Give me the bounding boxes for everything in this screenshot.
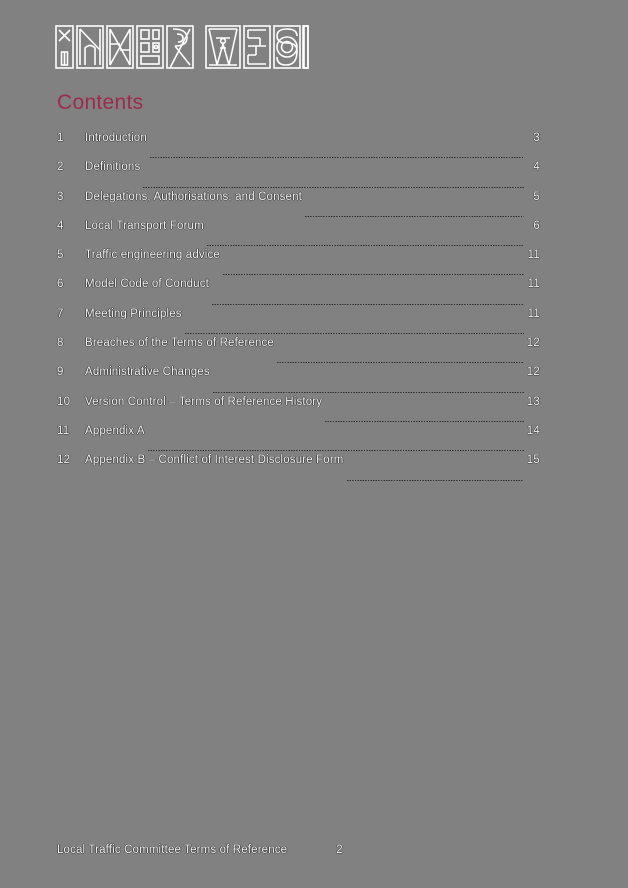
toc-entry-page: 12 — [526, 337, 540, 350]
toc-entry-number: 4 — [57, 219, 64, 232]
toc-entry-page: 6 — [533, 219, 540, 232]
toc-entry[interactable] — [57, 248, 540, 277]
toc-entry-number: 7 — [57, 307, 64, 320]
toc-entry-title: Appendix A — [85, 424, 145, 437]
toc-leader-dots — [212, 304, 524, 305]
toc-entry-page: 3 — [533, 132, 540, 144]
toc-entry-page: 12 — [526, 366, 540, 379]
toc-entry-title: Breaches of the Terms of Reference — [85, 337, 274, 350]
toc-entry-page: 15 — [526, 454, 540, 467]
toc-leader-dots — [148, 450, 524, 451]
toc-entry-number: 1 — [57, 132, 64, 144]
toc-entry-number: 8 — [57, 337, 64, 350]
toc-leader-dots — [185, 333, 524, 334]
toc-entry-number: 5 — [57, 249, 64, 262]
toc-entry-page: 11 — [527, 307, 540, 320]
page-footer — [57, 843, 387, 857]
toc-entry-number: 3 — [57, 190, 64, 203]
table-of-contents — [57, 131, 540, 483]
toc-entry-number: 12 — [57, 454, 71, 467]
toc-entry-title: Traffic engineering advice — [85, 249, 220, 262]
toc-entry-page: 14 — [526, 424, 540, 437]
toc-leader-dots — [347, 480, 524, 481]
toc-leader-dots — [223, 274, 524, 275]
toc-entry[interactable] — [57, 336, 540, 365]
toc-entry-title: Administrative Changes — [85, 366, 210, 379]
toc-entry[interactable] — [57, 395, 540, 424]
toc-leader-dots — [150, 157, 524, 158]
toc-entry-title: Local Transport Forum — [85, 219, 204, 232]
toc-leader-dots — [213, 392, 524, 393]
inner-west-logo — [54, 24, 314, 70]
toc-entry-title: Meeting Principles — [85, 307, 182, 320]
toc-entry-page: 11 — [527, 249, 540, 262]
toc-entry-title: Appendix B – Conflict of Interest Disclosure Form — [85, 454, 344, 467]
toc-entry[interactable] — [57, 160, 540, 189]
toc-entry[interactable] — [57, 190, 540, 219]
toc-entry[interactable] — [57, 453, 540, 482]
toc-entry-number: 2 — [57, 161, 64, 174]
toc-entry-title: Definitions — [85, 161, 141, 174]
toc-entry-title: Version Control – Terms of Reference History — [85, 395, 323, 408]
toc-entry-page: 13 — [526, 395, 540, 408]
inner-west-logo-glyphs — [54, 24, 310, 70]
toc-entry[interactable] — [57, 365, 540, 394]
footer-document-title: Local Traffic Committee Terms of Reference — [57, 844, 288, 856]
toc-entry[interactable] — [57, 219, 540, 248]
toc-entry-page: 4 — [533, 161, 540, 174]
toc-leader-dots — [143, 187, 524, 188]
toc-entry-number: 10 — [57, 395, 71, 408]
toc-entry-page: 11 — [527, 278, 540, 291]
toc-leader-dots — [277, 362, 524, 363]
footer-page-number: 2 — [336, 844, 343, 856]
toc-entry[interactable] — [57, 307, 540, 336]
toc-entry-number: 11 — [57, 424, 70, 437]
toc-entry-title: Model Code of Conduct — [85, 278, 209, 291]
toc-entry-number: 6 — [57, 278, 64, 291]
toc-entry[interactable] — [57, 277, 540, 306]
toc-entry-title: Delegations, Authorisations, and Consent — [85, 190, 302, 203]
toc-entry-number: 9 — [57, 366, 64, 379]
toc-leader-dots — [207, 245, 524, 246]
toc-entry-page: 5 — [533, 190, 540, 203]
toc-leader-dots — [325, 421, 524, 422]
toc-entry[interactable] — [57, 131, 540, 160]
contents-heading: Contents — [57, 91, 144, 114]
toc-leader-dots — [305, 216, 524, 217]
toc-entry-title: Introduction — [85, 132, 147, 144]
toc-entry[interactable] — [57, 424, 540, 453]
